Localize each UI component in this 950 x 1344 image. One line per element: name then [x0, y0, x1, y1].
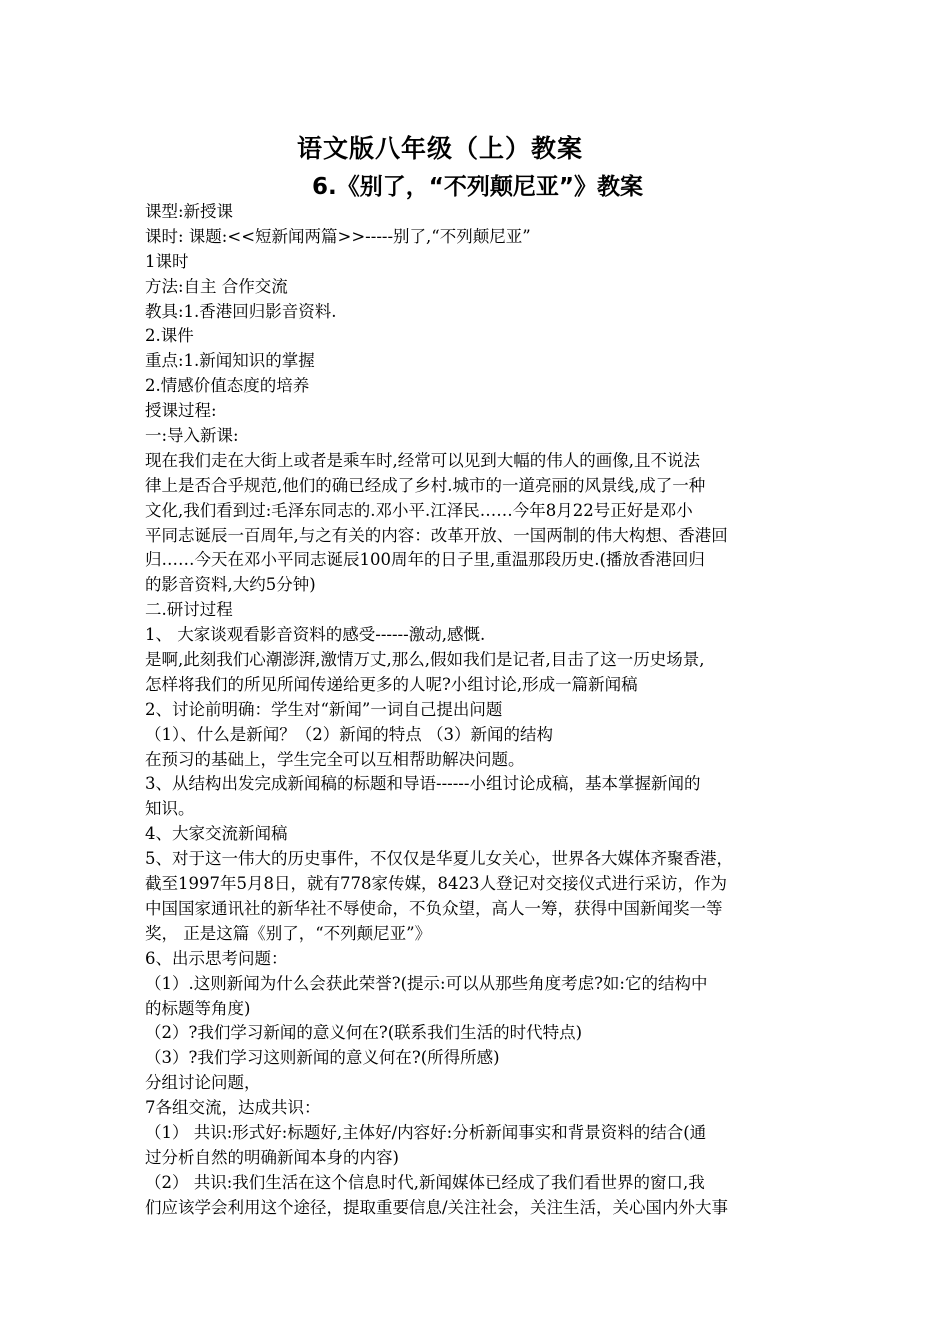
- text-line: 7各组交流，达成共识：: [145, 1098, 321, 1118]
- text-line: 方法:自主 合作交流: [145, 276, 288, 296]
- text-line: 5、对于这一伟大的历史事件，不仅仅是华夏儿女关心，世界各大媒体齐聚香港，: [145, 849, 733, 869]
- text-line: 2.情感价值态度的培养: [145, 376, 310, 396]
- text-line: 怎样将我们的所见所闻传递给更多的人呢?小组讨论,形成一篇新闻稿: [145, 674, 638, 694]
- text-line: 二.研讨过程: [145, 600, 233, 620]
- text-line: 在预习的基础上，学生完全可以互相帮助解决问题。: [145, 749, 525, 769]
- text-line: 教具:1.香港回归影音资料.: [145, 301, 337, 321]
- text-line: 文化,我们看到过:毛泽东同志的.邓小平.江泽民……今年8月22号正好是邓小: [145, 500, 693, 520]
- text-line: 授课过程:: [145, 401, 217, 421]
- text-line: 的影音资料,大约5分钟): [145, 575, 316, 595]
- text-line: 一:导入新课:: [145, 426, 239, 446]
- text-line: 2.课件: [145, 326, 194, 346]
- text-line: （1）、什么是新闻？（2）新闻的特点 （3）新闻的结构: [145, 724, 553, 744]
- text-line: 1、 大家谈观看影音资料的感受------激动,感慨.: [145, 625, 486, 645]
- text-line: 截至1997年5月8日，就有778家传媒，8423人登记对交接仪式进行采访，作为: [145, 874, 727, 894]
- text-line: 平同志诞辰一百周年,与之有关的内容：改革开放、一国两制的伟大构想、香港回: [145, 525, 728, 545]
- text-line: 现在我们走在大街上或者是乘车时,经常可以见到大幅的伟人的画像,且不说法: [145, 450, 700, 470]
- text-line: 1课时: [145, 251, 189, 271]
- document-subtitle: 6.《别了，“不列颠尼亚”》教案: [312, 174, 643, 200]
- text-line: （2）?我们学习新闻的意义何在?(联系我们生活的时代特点): [145, 1023, 583, 1043]
- text-line: （3）?我们学习这则新闻的意义何在?(所得所感): [145, 1048, 500, 1068]
- text-line: （1）.这则新闻为什么会获此荣誉?(提示:可以从那些角度考虑?如:它的结构中: [145, 973, 708, 993]
- text-line: 3、从结构出发完成新闻稿的标题和导语------小组讨论成稿，基本掌握新闻的: [145, 774, 701, 794]
- document-body: [145, 200, 815, 1221]
- text-line: 归……今天在邓小平同志诞辰100周年的日子里,重温那段历史.(播放香港回归: [145, 550, 705, 570]
- text-line: 们应该学会利用这个途径，提取重要信息/关注社会，关注生活，关心国内外大事: [145, 1197, 729, 1217]
- text-line: 中国国家通讯社的新华社不辱使命，不负众望，高人一筹，获得中国新闻奖一等: [145, 898, 723, 918]
- text-line: 奖， 正是这篇《别了，“不列颠尼亚”》: [145, 923, 432, 943]
- text-line: 重点:1.新闻知识的掌握: [145, 351, 315, 371]
- text-line: 的标题等角度): [145, 998, 251, 1018]
- text-line: （1） 共识:形式好:标题好,主体好/内容好:分析新闻事实和背景资料的结合(通: [145, 1122, 707, 1142]
- text-line: 律上是否合乎规范,他们的确已经成了乡村.城市的一道亮丽的风景线,成了一种: [145, 475, 706, 495]
- text-line: 课时: 课题:<<短新闻两篇>>-----别了,“不列颠尼亚”: [145, 226, 531, 246]
- text-line: 课型:新授课: [145, 202, 234, 221]
- text-line: 知识。: [145, 799, 195, 819]
- text-line: 是啊,此刻我们心潮澎湃,激情万丈,那么,假如我们是记者,目击了这一历史场景,: [145, 650, 705, 670]
- document-title: 语文版八年级（上）教案: [296, 134, 583, 163]
- text-line: 6、出示思考问题：: [145, 948, 288, 968]
- text-line: 4、大家交流新闻稿: [145, 824, 288, 844]
- text-line: 过分析自然的明确新闻本身的内容): [145, 1147, 399, 1167]
- text-line: （2） 共识:我们生活在这个信息时代,新闻媒体已经成了我们看世界的窗口,我: [145, 1172, 705, 1192]
- text-line: 2、讨论前明确：学生对“新闻”一词自己提出问题: [145, 699, 503, 719]
- text-line: 分组讨论问题，: [145, 1073, 261, 1093]
